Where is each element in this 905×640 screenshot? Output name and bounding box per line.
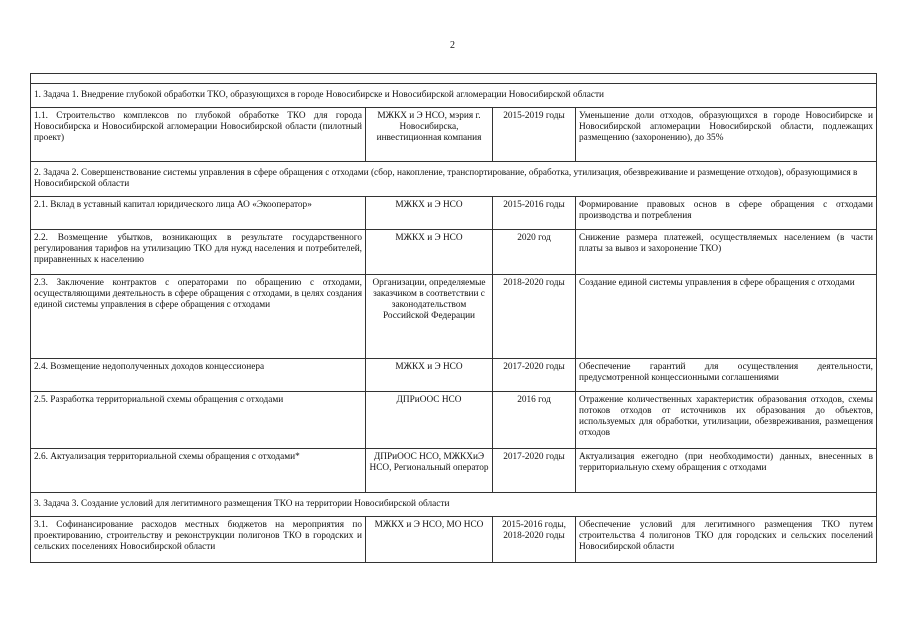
page-number: 2 [450,40,455,51]
table-row [31,517,877,563]
table-row [31,197,877,230]
measure-name: 2.4. Возмещение недополученных доходов концессионера [31,359,366,392]
task-title: 3. Задача 3. Создание условий для легитимного размещения ТКО на территории Новосибирской области [31,493,877,517]
measure-executor: МЖКХ и Э НСО [366,197,493,230]
measure-term: 2018-2020 годы [493,275,576,359]
measure-result: Снижение размера платежей, осуществляемых населением (в части платы за вывоз и захоронение ТКО) [576,230,877,275]
table-spacer-row [31,74,877,84]
measure-term: 2020 год [493,230,576,275]
measure-term: 2017-2020 годы [493,359,576,392]
measure-executor: МЖКХ и Э НСО, мэрия г. Новосибирска, инвестиционная компания [366,108,493,162]
measure-result: Уменьшение доли отходов, образующихся в городе Новосибирске и Новосибирской агломерации Новосибирской области, подлежащих размещению (захоронению), до 35% [576,108,877,162]
measure-executor: МЖКХ и Э НСО [366,230,493,275]
measure-term: 2017-2020 годы [493,449,576,493]
measure-name: 3.1. Софинансирование расходов местных бюджетов на мероприятия по проектированию, строительству и реконструкции полигонов ТКО в городских и сельских поселениях Новосибирской области [31,517,366,563]
measures-table [30,73,877,563]
table-row [31,108,877,162]
measure-executor: ДПРиООС НСО [366,392,493,449]
table-spacer-cell [31,74,877,84]
measure-executor: МЖКХ и Э НСО [366,359,493,392]
measure-name: 2.1. Вклад в уставный капитал юридического лица АО «Экооператор» [31,197,366,230]
measure-term: 2015-2019 годы [493,108,576,162]
task-row-1 [31,84,877,108]
task-title: 2. Задача 2. Совершенствование системы управления в сфере обращения с отходами (сбор, накопление, транспортирование, обработка, утилизация, обезвреживание и размещение отходов), образующимися в Новосибирской области [31,162,877,197]
task-title: 1. Задача 1. Внедрение глубокой обработки ТКО, образующихся в городе Новосибирске и Новосибирской агломерации Новосибирской области [31,84,877,108]
table-row [31,275,877,359]
table-row [31,392,877,449]
measure-executor: Организации, определяемые заказчиком в соответствии с законодательством Российской Федерации [366,275,493,359]
measure-name: 2.6. Актуализация территориальной схемы обращения с отходами* [31,449,366,493]
task-row-2 [31,162,877,197]
table-row [31,359,877,392]
measure-term: 2016 год [493,392,576,449]
measure-result: Актуализация ежегодно (при необходимости) данных, внесенных в территориальную схему обращения с отходами [576,449,877,493]
measure-result: Создание единой системы управления в сфере обращения с отходами [576,275,877,359]
measure-name: 1.1. Строительство комплексов по глубокой обработке ТКО для города Новосибирска и Новосибирской агломерации Новосибирской области (пилотный проект) [31,108,366,162]
measure-executor: МЖКХ и Э НСО, МО НСО [366,517,493,563]
measure-result: Обеспечение гарантий для осуществления деятельности, предусмотренной концессионными соглашениями [576,359,877,392]
table-row [31,230,877,275]
measure-result: Отражение количественных характеристик образования отходов, схемы потоков отходов от источников их образования до объектов, используемых для обработки, утилизации, обезвреживания, размещения отходов [576,392,877,449]
table-row [31,449,877,493]
measure-result: Обеспечение условий для легитимного размещения ТКО путем строительства 4 полигонов ТКО для городских и сельских поселений Новосибирской области [576,517,877,563]
measure-name: 2.2. Возмещение убытков, возникающих в результате государственного регулирования тарифов на утилизацию ТКО для нужд населения и потребителей, приравненных к населению [31,230,366,275]
measure-executor: ДПРиООС НСО, МЖКХиЭ НСО, Региональный оператор [366,449,493,493]
task-row-3 [31,493,877,517]
measure-result: Формирование правовых основ в сфере обращения с отходами производства и потребления [576,197,877,230]
measure-name: 2.5. Разработка территориальной схемы обращения с отходами [31,392,366,449]
measure-term: 2015-2016 годы, 2018-2020 годы [493,517,576,563]
measure-name: 2.3. Заключение контрактов с операторами по обращению с отходами, осуществляющими деятельность в сфере обращения с отходами, в целях создания единой системы управления в сфере обращения с отходами [31,275,366,359]
measure-term: 2015-2016 годы [493,197,576,230]
